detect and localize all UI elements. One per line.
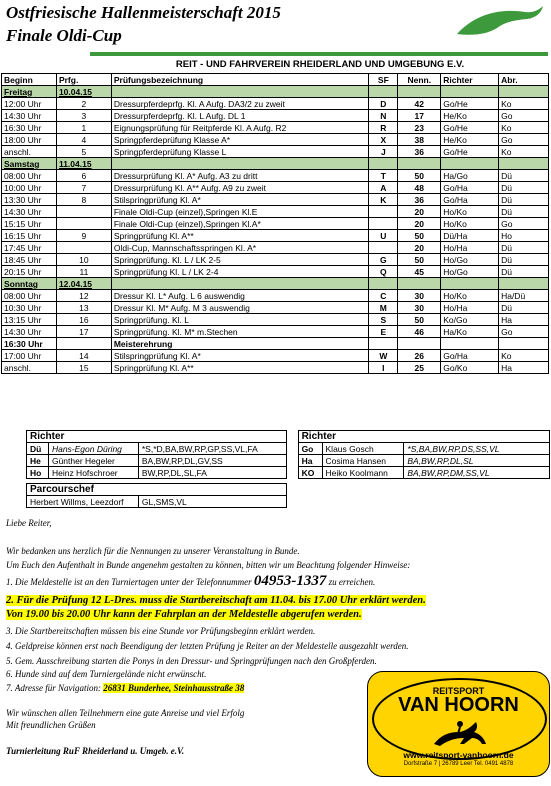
schedule-cell: Springpferdeprüfung Klasse L bbox=[111, 146, 369, 158]
schedule-row bbox=[2, 302, 549, 314]
schedule-cell: anschl. bbox=[2, 362, 57, 374]
letter-closing: Wir wünschen allen Teilnehmern eine gute Anreise und viel Erfolg bbox=[6, 708, 245, 718]
schedule-cell: Go/He bbox=[441, 122, 499, 134]
schedule-row bbox=[2, 170, 549, 182]
schedule-cell bbox=[111, 86, 369, 98]
schedule-cell: Oldi-Cup, Mannschaftsspringen Kl. A* bbox=[111, 242, 369, 254]
schedule-cell bbox=[499, 278, 549, 290]
schedule-cell: Go/Ha bbox=[441, 350, 499, 362]
schedule-cell: 4 bbox=[56, 134, 111, 146]
schedule-cell: Ho/Ha bbox=[441, 302, 499, 314]
logo-top-text: REITSPORT bbox=[432, 686, 485, 696]
schedule-cell: Dressurprüfung Kl. A* Aufg. A3 zu dritt bbox=[111, 170, 369, 182]
schedule-row bbox=[2, 266, 549, 278]
schedule-cell: 10.04.15 bbox=[56, 86, 111, 98]
schedule-cell bbox=[499, 158, 549, 170]
judges-heading-right: Richter bbox=[298, 431, 549, 443]
schedule-cell bbox=[369, 206, 398, 218]
schedule-cell: He/Ko bbox=[441, 134, 499, 146]
schedule-cell: Ho/Ko bbox=[441, 218, 499, 230]
schedule-cell: Springprüfung Kl. A** bbox=[111, 230, 369, 242]
notice-text: 7. Adresse für Navigation: bbox=[6, 683, 101, 693]
schedule-cell: 14:30 Uhr bbox=[2, 110, 57, 122]
schedule-cell: 1 bbox=[56, 122, 111, 134]
sponsor-logo bbox=[367, 671, 550, 777]
schedule-cell: Springprüfung. Kl. M* m.Stechen bbox=[111, 326, 369, 338]
schedule-row bbox=[2, 314, 549, 326]
schedule-cell: 5 bbox=[56, 146, 111, 158]
notice-text: zu erreichen. bbox=[328, 577, 376, 587]
schedule-cell: 36 bbox=[398, 194, 441, 206]
schedule-cell: Dü bbox=[499, 182, 549, 194]
schedule-cell: Ko bbox=[499, 146, 549, 158]
schedule-cell: Ho/Ko bbox=[441, 290, 499, 302]
schedule-cell: Ho/Ha bbox=[441, 242, 499, 254]
schedule-row bbox=[2, 98, 549, 110]
schedule-row bbox=[2, 110, 549, 122]
horse-logo-icon bbox=[455, 4, 545, 44]
schedule-cell: Ha bbox=[499, 314, 549, 326]
schedule-cell: 2 bbox=[56, 98, 111, 110]
logo-phone: Tel. 0491 4878 bbox=[473, 761, 514, 767]
schedule-cell: 30 bbox=[398, 302, 441, 314]
schedule-cell: Springprüfung. Kl. L bbox=[111, 314, 369, 326]
course-designer-qualifications: GL,SMS,VL bbox=[138, 496, 286, 508]
club-name: REIT - UND FAHRVEREIN RHEIDERLAND UND UMGEBUNG E.V. bbox=[175, 59, 465, 70]
schedule-cell: 12 bbox=[56, 290, 111, 302]
schedule-cell: 18:00 Uhr bbox=[2, 134, 57, 146]
schedule-cell: 10:00 Uhr bbox=[2, 182, 57, 194]
schedule-cell: 8 bbox=[56, 194, 111, 206]
schedule-cell: K bbox=[369, 194, 398, 206]
schedule-cell: Stilspringprüfung Kl. A* bbox=[111, 350, 369, 362]
schedule-cell bbox=[369, 242, 398, 254]
schedule-cell: Dü bbox=[499, 254, 549, 266]
schedule-cell bbox=[56, 242, 111, 254]
highlighted-notice: 2. Für die Prüfung 12 L-Dres. muss die Startbereitschaft am 11.04. bis 17.00 Uhr erklärt werden. bbox=[6, 595, 426, 606]
schedule-cell: Dressurpferdeprfg. Kl. A Aufg. DA3/2 zu zweit bbox=[111, 98, 369, 110]
schedule-cell: 12:00 Uhr bbox=[2, 98, 57, 110]
notice-item: 5. Gem. Ausschreibung starten die Ponys in den Dressur- und Springprüfungen nach den Großpferden. bbox=[6, 656, 377, 666]
judge-name: Heinz Hofschroer bbox=[48, 467, 138, 479]
schedule-cell bbox=[369, 158, 398, 170]
notice-highlight bbox=[6, 595, 426, 606]
schedule-row bbox=[2, 350, 549, 362]
schedule-cell: X bbox=[369, 134, 398, 146]
schedule-cell: Go/He bbox=[441, 146, 499, 158]
schedule-cell: Sonntag bbox=[2, 278, 57, 290]
schedule-cell: 7 bbox=[56, 182, 111, 194]
schedule-cell: Dü bbox=[499, 302, 549, 314]
schedule-cell: Eignungsprüfung für Reitpferde Kl. A Aufg. R2 bbox=[111, 122, 369, 134]
schedule-cell bbox=[369, 278, 398, 290]
schedule-cell bbox=[398, 338, 441, 350]
schedule-cell: 20 bbox=[398, 242, 441, 254]
schedule-cell: Springprüfung Kl. L / LK 2-4 bbox=[111, 266, 369, 278]
judge-name: Klaus Gosch bbox=[322, 443, 404, 455]
schedule-cell: Go bbox=[499, 326, 549, 338]
letter-greeting: Liebe Reiter, bbox=[6, 518, 52, 528]
schedule-cell: Stilspringprüfung Kl. A* bbox=[111, 194, 369, 206]
schedule-cell: Go/He bbox=[441, 98, 499, 110]
schedule-cell: Springpferdeprüfung Klasse A* bbox=[111, 134, 369, 146]
schedule-row bbox=[2, 182, 549, 194]
schedule-row bbox=[2, 218, 549, 230]
schedule-cell bbox=[56, 338, 111, 350]
schedule-cell: 9 bbox=[56, 230, 111, 242]
event-title: Ostfriesische Hallenmeisterschaft 2015 bbox=[6, 3, 281, 22]
notice-text: 1. Die Meldestelle ist an den Turniertagen unter der Telefonnummer bbox=[6, 577, 252, 587]
schedule-cell: Ha/Ko bbox=[441, 326, 499, 338]
schedule-cell: Samstag bbox=[2, 158, 57, 170]
judge-row bbox=[27, 467, 550, 479]
schedule-cell bbox=[441, 158, 499, 170]
logo-address bbox=[368, 761, 549, 767]
schedule-cell: Dressurpferdeprfg. Kl. L Aufg. DL 1 bbox=[111, 110, 369, 122]
schedule-cell: A bbox=[369, 182, 398, 194]
schedule-cell: Ha/Dü bbox=[499, 290, 549, 302]
schedule-cell: 26 bbox=[398, 350, 441, 362]
schedule-cell: Ho bbox=[499, 230, 549, 242]
judge-row bbox=[27, 443, 550, 455]
schedule-row bbox=[2, 146, 549, 158]
judge-qualifications: BW,RP,DL,SL,FA bbox=[138, 467, 286, 479]
schedule-row bbox=[2, 134, 549, 146]
schedule-cell: Ko bbox=[499, 122, 549, 134]
schedule-cell: 17 bbox=[56, 326, 111, 338]
schedule-cell: 12.04.15 bbox=[56, 278, 111, 290]
schedule-cell: 42 bbox=[398, 98, 441, 110]
schedule-row bbox=[2, 122, 549, 134]
schedule-cell bbox=[499, 338, 549, 350]
day-row bbox=[2, 158, 549, 170]
schedule-cell: 20 bbox=[398, 218, 441, 230]
schedule-cell: Dü bbox=[499, 242, 549, 254]
schedule-cell: Freitag bbox=[2, 86, 57, 98]
schedule-cell: Meisterehrung bbox=[111, 338, 369, 350]
schedule-cell: Go/Ha bbox=[441, 194, 499, 206]
schedule-cell: Ko/Go bbox=[441, 314, 499, 326]
schedule-cell: C bbox=[369, 290, 398, 302]
header-cell: SF bbox=[369, 74, 398, 86]
schedule-cell: Go/Ko bbox=[441, 362, 499, 374]
schedule-cell: T bbox=[369, 170, 398, 182]
schedule-cell: Go/Ha bbox=[441, 182, 499, 194]
phone-number: 04953-1337 bbox=[253, 573, 327, 589]
schedule-cell: 20 bbox=[398, 206, 441, 218]
schedule-row bbox=[2, 242, 549, 254]
notice-item: 4. Geldpreise können erst nach Beendigung der letzten Prüfung je Reiter an der Meldestelle ausgezahlt werden. bbox=[6, 641, 409, 651]
letter-paragraph: Um Euch den Aufenthalt in Bunde angenehm gestalten zu können, bitten wir um Beachtung folgender Hinweise: bbox=[6, 560, 411, 570]
schedule-cell: 46 bbox=[398, 326, 441, 338]
notice-phone bbox=[6, 573, 376, 589]
schedule-cell: Dü bbox=[499, 206, 549, 218]
schedule-cell: 3 bbox=[56, 110, 111, 122]
schedule-cell: 23 bbox=[398, 122, 441, 134]
day-row bbox=[2, 86, 549, 98]
schedule-cell: 30 bbox=[398, 290, 441, 302]
schedule-cell: He/Ko bbox=[441, 110, 499, 122]
schedule-cell: Dü bbox=[499, 266, 549, 278]
schedule-cell: 48 bbox=[398, 182, 441, 194]
schedule-cell: 50 bbox=[398, 170, 441, 182]
schedule-cell: Finale Oldi-Cup (einzel),Springen Kl.E bbox=[111, 206, 369, 218]
schedule-cell: Dressur Kl. M* Aufg. M 3 auswendig bbox=[111, 302, 369, 314]
judge-row bbox=[27, 455, 550, 467]
schedule-cell bbox=[398, 278, 441, 290]
schedule-cell: 08:00 Uhr bbox=[2, 170, 57, 182]
schedule-cell bbox=[398, 158, 441, 170]
schedule-cell: 17:00 Uhr bbox=[2, 350, 57, 362]
schedule-cell bbox=[56, 218, 111, 230]
schedule-cell: J bbox=[369, 146, 398, 158]
schedule-cell bbox=[398, 86, 441, 98]
schedule-cell: 13 bbox=[56, 302, 111, 314]
judge-name: Günther Hegeler bbox=[48, 455, 138, 467]
schedule-cell: S bbox=[369, 314, 398, 326]
schedule-cell: Dü/Ha bbox=[441, 230, 499, 242]
schedule-cell: Springprüfung. Kl. L / LK 2-5 bbox=[111, 254, 369, 266]
day-row bbox=[2, 278, 549, 290]
schedule-cell: G bbox=[369, 254, 398, 266]
header-cell: Beginn bbox=[2, 74, 57, 86]
schedule-cell: 6 bbox=[56, 170, 111, 182]
schedule-cell bbox=[369, 218, 398, 230]
schedule-cell: 10:30 Uhr bbox=[2, 302, 57, 314]
schedule-cell: M bbox=[369, 302, 398, 314]
schedule-cell bbox=[111, 158, 369, 170]
header-cell: Abr. bbox=[499, 74, 549, 86]
schedule-cell bbox=[369, 86, 398, 98]
logo-url: www.reitsport-vanhoorn.de bbox=[403, 750, 514, 760]
schedule-cell: 11 bbox=[56, 266, 111, 278]
schedule-cell: 50 bbox=[398, 254, 441, 266]
schedule-cell: 17:45 Uhr bbox=[2, 242, 57, 254]
logo-address-line: Dorfstraße 7 | 26789 Leer bbox=[403, 761, 473, 767]
schedule-cell: Ko bbox=[499, 98, 549, 110]
judge-qualifications: BA,BW,RP,DL,GV,SS bbox=[138, 455, 286, 467]
schedule-cell: 17 bbox=[398, 110, 441, 122]
course-designer-name: Herbert Willms, Leezdorf bbox=[27, 496, 139, 508]
schedule-cell: 11.04.15 bbox=[56, 158, 111, 170]
judge-qualifications: BA,BW,RP,DL,SL bbox=[404, 455, 550, 467]
judge-qualifications: BA,BW,RP,DM,SS,VL bbox=[404, 467, 550, 479]
header-cell: Nenn. bbox=[398, 74, 441, 86]
judge-abbr: Dü bbox=[27, 443, 49, 455]
letter-paragraph: Wir bedanken uns herzlich für die Nennungen zu unserer Veranstaltung in Bunde. bbox=[6, 546, 300, 556]
schedule-cell: 36 bbox=[398, 146, 441, 158]
schedule-cell: Ko bbox=[499, 350, 549, 362]
judge-abbr: He bbox=[27, 455, 49, 467]
schedule-cell: 38 bbox=[398, 134, 441, 146]
schedule-cell: 18:45 Uhr bbox=[2, 254, 57, 266]
schedule-cell: Dressur Kl. L* Aufg. L 6 auswendig bbox=[111, 290, 369, 302]
schedule-row bbox=[2, 326, 549, 338]
notice-item: 3. Die Startbereitschaften müssen bis eine Stunde vor Prüfungsbeginn erklärt werden. bbox=[6, 626, 316, 636]
schedule-row bbox=[2, 206, 549, 218]
notice-highlight bbox=[6, 609, 362, 620]
notice-navigation bbox=[6, 683, 244, 694]
highlighted-notice: Von 19.00 bis 20.00 Uhr kann der Fahrplan an der Meldestelle abgerufen werden. bbox=[6, 609, 362, 620]
schedule-header-row bbox=[2, 74, 549, 86]
schedule-cell: 15 bbox=[56, 362, 111, 374]
schedule-cell: 08:00 Uhr bbox=[2, 290, 57, 302]
schedule-cell bbox=[56, 206, 111, 218]
schedule-cell: 14:30 Uhr bbox=[2, 326, 57, 338]
schedule-cell: I bbox=[369, 362, 398, 374]
schedule-cell: 14:30 Uhr bbox=[2, 206, 57, 218]
schedule-cell: Go bbox=[499, 218, 549, 230]
schedule-cell: 20:15 Uhr bbox=[2, 266, 57, 278]
schedule-cell: anschl. bbox=[2, 146, 57, 158]
schedule-cell: Ho/Go bbox=[441, 254, 499, 266]
schedule-cell: 16:30 Uhr bbox=[2, 338, 57, 350]
header-divider bbox=[90, 52, 548, 56]
schedule-cell: Go bbox=[499, 134, 549, 146]
judge-name: Cosima Hansen bbox=[322, 455, 404, 467]
notice-item: 6. Hunde sind auf dem Turniergelände nicht erwünscht. bbox=[6, 669, 207, 679]
schedule-cell: 16 bbox=[56, 314, 111, 326]
judges-table bbox=[26, 430, 550, 508]
header-cell: Prüfungsbezeichnung bbox=[111, 74, 369, 86]
letter-closing: Mit freundlichen Grüßen bbox=[6, 720, 96, 730]
schedule-cell: 45 bbox=[398, 266, 441, 278]
judge-abbr: KO bbox=[298, 467, 322, 479]
schedule-row bbox=[2, 254, 549, 266]
header-cell: Prfg. bbox=[56, 74, 111, 86]
schedule-cell: 25 bbox=[398, 362, 441, 374]
schedule-cell: Dü bbox=[499, 194, 549, 206]
schedule-cell bbox=[441, 338, 499, 350]
schedule-row bbox=[2, 362, 549, 374]
schedule-cell: Springprüfung Kl. A** bbox=[111, 362, 369, 374]
schedule-cell: W bbox=[369, 350, 398, 362]
schedule-cell bbox=[499, 86, 549, 98]
schedule-row bbox=[2, 290, 549, 302]
schedule-cell: R bbox=[369, 122, 398, 134]
judge-abbr: Ha bbox=[298, 455, 322, 467]
schedule-cell: Ho/Ko bbox=[441, 206, 499, 218]
letter-signature: Turnierleitung RuF Rheiderland u. Umgeb. e.V. bbox=[6, 746, 185, 756]
judges-heading-left: Richter bbox=[27, 431, 287, 443]
schedule-cell: 13:15 Uhr bbox=[2, 314, 57, 326]
schedule-cell bbox=[441, 86, 499, 98]
judge-name: Heiko Koolmann bbox=[322, 467, 404, 479]
logo-name: VAN HOORN bbox=[398, 694, 519, 716]
schedule-table bbox=[1, 73, 549, 374]
event-subtitle: Finale Oldi-Cup bbox=[6, 26, 122, 45]
schedule-row bbox=[2, 338, 549, 350]
schedule-cell: U bbox=[369, 230, 398, 242]
judge-qualifications: *S,BA,BW,RP,DS,SS,VL bbox=[404, 443, 550, 455]
schedule-cell: Ho/Go bbox=[441, 266, 499, 278]
judge-abbr: Go bbox=[298, 443, 322, 455]
navigation-address: 26831 Bunderhee, Steinhausstraße 38 bbox=[103, 683, 245, 693]
schedule-cell: D bbox=[369, 98, 398, 110]
schedule-cell: Finale Oldi-Cup (einzel),Springen Kl.A* bbox=[111, 218, 369, 230]
schedule-cell: 16:30 Uhr bbox=[2, 122, 57, 134]
judge-abbr: Ho bbox=[27, 467, 49, 479]
schedule-row bbox=[2, 194, 549, 206]
schedule-cell: Go bbox=[499, 110, 549, 122]
schedule-cell: 15:15 Uhr bbox=[2, 218, 57, 230]
schedule-cell: 10 bbox=[56, 254, 111, 266]
horse-rider-icon bbox=[430, 718, 488, 748]
course-designer-heading: Parcourschef bbox=[27, 484, 287, 496]
schedule-cell: Q bbox=[369, 266, 398, 278]
schedule-cell: Ha/Go bbox=[441, 170, 499, 182]
judge-name: Hans-Egon Düring bbox=[48, 443, 138, 455]
schedule-cell: Dü bbox=[499, 170, 549, 182]
header-cell: Richter bbox=[441, 74, 499, 86]
schedule-cell: 13:30 Uhr bbox=[2, 194, 57, 206]
schedule-cell bbox=[369, 338, 398, 350]
schedule-cell: N bbox=[369, 110, 398, 122]
schedule-cell: Dressurprüfung Kl. A** Aufg. A9 zu zweit bbox=[111, 182, 369, 194]
schedule-cell: E bbox=[369, 326, 398, 338]
schedule-cell: 16:15 Uhr bbox=[2, 230, 57, 242]
judge-qualifications: *S,*D,BA,BW,RP,GP,SS,VL,FA bbox=[138, 443, 286, 455]
schedule-row bbox=[2, 230, 549, 242]
schedule-cell: 50 bbox=[398, 230, 441, 242]
schedule-cell: 50 bbox=[398, 314, 441, 326]
schedule-cell bbox=[111, 278, 369, 290]
schedule-cell bbox=[441, 278, 499, 290]
schedule-cell: Ha bbox=[499, 362, 549, 374]
schedule-cell: 14 bbox=[56, 350, 111, 362]
